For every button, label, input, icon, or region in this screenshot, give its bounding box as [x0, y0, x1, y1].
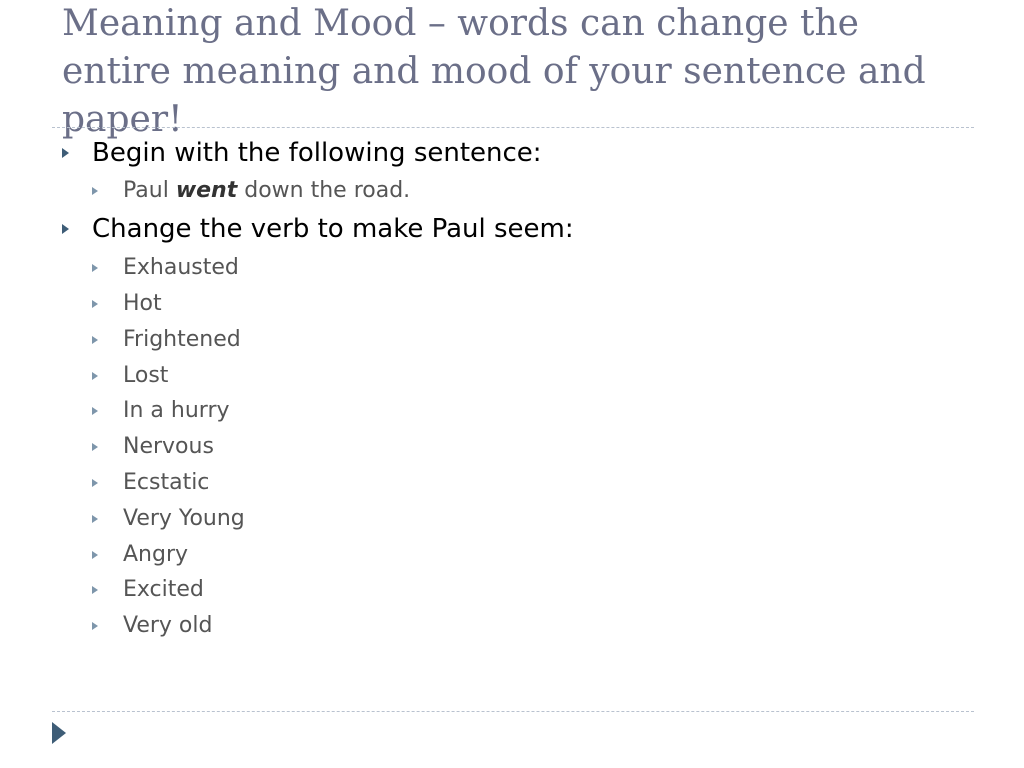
triangle-bullet-icon [92, 407, 98, 415]
example-sentence [92, 178, 410, 203]
mood-item-label: In a hurry [123, 398, 230, 423]
triangle-bullet-icon [92, 300, 98, 308]
bullet-change-verb [62, 214, 574, 244]
triangle-bullet-icon [92, 551, 98, 559]
sentence-after: down the road. [237, 178, 411, 203]
title-divider [52, 127, 974, 128]
mood-item [92, 398, 230, 423]
slide-title: Meaning and Mood – words can change the entire meaning and mood of your sentence and paper! [62, 3, 926, 140]
mood-item [92, 613, 212, 638]
triangle-bullet-icon [92, 336, 98, 344]
triangle-bullet-icon [92, 622, 98, 630]
mood-item-label: Ecstatic [123, 470, 210, 495]
mood-item [92, 542, 188, 567]
triangle-bullet-icon [92, 515, 98, 523]
mood-item-label: Hot [123, 291, 162, 316]
mood-item [92, 470, 209, 495]
mood-item [92, 577, 204, 602]
example-sentence-text [123, 178, 410, 203]
mood-item-label: Angry [123, 542, 189, 567]
mood-item [92, 327, 241, 352]
triangle-bullet-icon [92, 479, 98, 487]
triangle-bullet-icon [92, 372, 98, 380]
mood-item-label: Frightened [123, 327, 241, 352]
mood-item [92, 291, 162, 316]
mood-item [92, 506, 245, 531]
sentence-before: Paul [123, 178, 176, 203]
mood-item-label: Nervous [123, 434, 214, 459]
mood-item-label: Lost [123, 363, 169, 388]
bullet-label: Change the verb to make Paul seem: [92, 214, 574, 244]
mood-item-label: Very old [123, 613, 213, 638]
slide-corner-triangle-icon [52, 722, 66, 744]
triangle-bullet-icon [92, 586, 98, 594]
bullet-label: Begin with the following sentence: [92, 138, 542, 168]
triangle-bullet-icon [92, 443, 98, 451]
mood-item [92, 363, 168, 388]
mood-item [92, 255, 239, 280]
footer-divider [52, 711, 974, 712]
mood-item [92, 434, 214, 459]
mood-item-label: Exhausted [123, 255, 239, 280]
mood-item-label: Excited [123, 577, 204, 602]
bullet-begin-sentence [62, 138, 542, 168]
triangle-bullet-icon [92, 264, 98, 272]
triangle-bullet-icon [62, 148, 69, 158]
triangle-bullet-icon [92, 187, 98, 195]
sentence-verb: went [175, 178, 238, 203]
mood-item-label: Very Young [123, 506, 245, 531]
triangle-bullet-icon [62, 224, 69, 234]
